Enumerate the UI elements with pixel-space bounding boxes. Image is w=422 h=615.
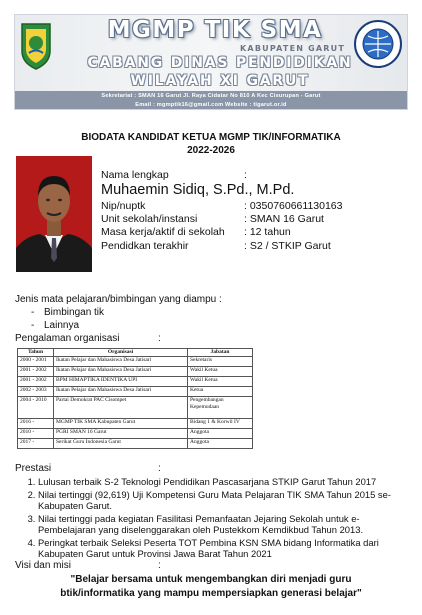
list-item: 1. Lulusan terbaik S-2 Teknologi Pendidikan Pascasarjana STKIP Garut Tahun 2017	[38, 476, 401, 488]
mapel-dash-2: -	[31, 320, 35, 331]
pendidikan-label: Pendidkan terakhir	[101, 240, 189, 252]
organization-table	[17, 348, 253, 449]
table-cell: Serikat Guru Indonesia Garut	[54, 439, 188, 449]
unit-value: : SMAN 16 Garut	[244, 213, 324, 225]
pendidikan-value: : S2 / STKIP Garut	[244, 240, 331, 252]
table-cell: 2016 -	[18, 419, 54, 429]
banner-address: Sekretariat : SMAN 16 Garut Jl. Raya Cidatar No 810 A Kec Cisurupan - Garut	[101, 93, 321, 99]
nama-value: Muhaemin Sidiq, S.Pd., M.Pd.	[101, 182, 295, 198]
column-header: Organisasi	[54, 349, 188, 357]
title-line-2: 2022-2026	[187, 145, 235, 156]
pengalaman-colon: :	[158, 333, 161, 344]
column-header: Tahun	[18, 349, 54, 357]
table-cell: Pengembangan Kepemudaan	[188, 397, 253, 419]
column-header: Jabatan	[188, 349, 253, 357]
prestasi-colon: :	[158, 463, 161, 474]
banner-subtitle: KABUPATEN GARUT	[240, 44, 345, 53]
masa-kerja-label: Masa kerja/aktif di sekolah	[101, 226, 225, 238]
mgmp-tik-logo-icon	[353, 19, 403, 69]
banner-contact: Email : mgmptik16@gmail.com Website : tigarut.or.id	[135, 102, 287, 108]
page-title	[0, 131, 422, 157]
table-cell: 2001 - 2002	[18, 377, 54, 387]
table-cell: PGRI SMAN 16 Garut	[54, 429, 188, 439]
table-cell: Wakil Ketua	[188, 367, 253, 377]
visi-quote-line-2: btik/informatika yang mampu mempersiapkan generasi belajar"	[60, 588, 362, 599]
prestasi-label: Prestasi	[15, 463, 52, 474]
table-row	[18, 397, 253, 419]
visi-label: Visi dan misi	[15, 560, 71, 571]
table-cell: BPM HIMAPTIKA IDENTIKA UPI	[54, 377, 188, 387]
table-cell: Ketua	[188, 387, 253, 397]
table-row	[18, 367, 253, 377]
table-cell: Anggota	[188, 429, 253, 439]
garut-regency-logo-icon	[19, 21, 53, 71]
prestasi-list	[29, 476, 401, 561]
list-item: 4. Peringkat terbaik Seleksi Peserta TOT Pembina KSN SMA bidang Informatika dari Kabupaten Garut untuk Provinsi Jawa Barat Tahun 2021	[38, 537, 401, 560]
banner-footer	[15, 91, 407, 110]
table-row	[18, 439, 253, 449]
table-row	[18, 419, 253, 429]
pengalaman-label: Pengalaman organisasi	[15, 333, 120, 344]
table-header-row	[18, 349, 253, 357]
table-row	[18, 357, 253, 367]
table-cell: Anggota	[188, 439, 253, 449]
table-cell: 2004 - 2010	[18, 397, 54, 419]
unit-label: Unit sekolah/instansi	[101, 213, 198, 225]
mapel-dash-1: -	[31, 307, 35, 318]
table-cell: 2002 - 2003	[18, 387, 54, 397]
masa-kerja-value: : 12 tahun	[244, 226, 291, 238]
table-cell: MGMP TIK SMA Kabupaten Garut	[54, 419, 188, 429]
nama-label: Nama lengkap	[101, 169, 169, 181]
list-item: 3. Nilai tertinggi pada kegiatan Fasilitasi Pemanfaatan Jejaring Sekolah untuk e-Pembelajaran yang diselenggarakan oleh Pustekkom Kemdikbud Tahun 2013.	[38, 513, 401, 536]
table-cell: Bidang 1 & Korwil IV	[188, 419, 253, 429]
mapel-item: Lainnya	[44, 320, 80, 331]
visi-colon: :	[158, 560, 161, 571]
mapel-label: Jenis mata pelajaran/bimbingan yang diampu :	[15, 294, 222, 305]
list-item: 2. Nilai tertinggi (92,619) Uji Kompetensi Guru Mata Pelajaran TIK SMA Tahun 2015 se-Kabupaten Garut.	[38, 489, 401, 512]
table-cell: Sekretaris	[188, 357, 253, 367]
nip-label: Nip/nuptk	[101, 200, 146, 212]
table-row	[18, 377, 253, 387]
visi-quote-line-1: "Belajar bersama untuk mengembangkan diri menjadi guru	[70, 574, 352, 585]
banner-title: MGMP TIK SMA	[107, 17, 323, 43]
table-cell: 2000 - 2001	[18, 357, 54, 367]
banner-line-1: CABANG DINAS PENDIDIKAN	[87, 55, 353, 71]
table-cell: Partai Demokrat PAC Cisompet	[54, 397, 188, 419]
table-row	[18, 387, 253, 397]
header-banner	[14, 14, 408, 110]
candidate-photo	[16, 156, 92, 272]
table-cell: Ikatan Pelajar dan Mahasiswa Desa Jatisari	[54, 367, 188, 377]
banner-line-2: WILAYAH XI GARUT	[130, 73, 310, 89]
table-cell: 2001 - 2002	[18, 367, 54, 377]
table-cell: Ikatan Pelajar dan Mahasiswa Desa Jatisari	[54, 387, 188, 397]
table-cell: Ikatan Pelajar dan Mahasiswa Desa Jatisari	[54, 357, 188, 367]
title-line-1: BIODATA KANDIDAT KETUA MGMP TIK/INFORMATIKA	[81, 132, 341, 143]
table-cell: Wakil Ketua	[188, 377, 253, 387]
mapel-item: Bimbingan tik	[44, 307, 105, 318]
table-row	[18, 429, 253, 439]
table-cell: 2017 -	[18, 439, 54, 449]
table-cell: 2010 -	[18, 429, 54, 439]
nip-value: : 0350760661130163	[244, 200, 343, 212]
nama-colon: :	[244, 169, 247, 181]
